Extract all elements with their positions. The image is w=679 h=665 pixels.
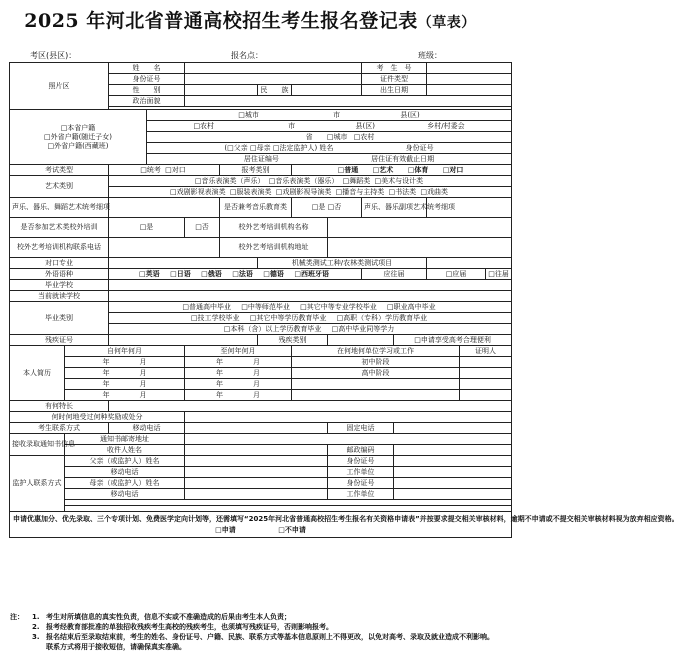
cb-city[interactable]: □城市: [238, 110, 259, 119]
cb-other-secondary[interactable]: □其它中等学历教育毕业: [249, 313, 327, 322]
field-mother[interactable]: [185, 478, 328, 489]
cb-directing[interactable]: □戏剧影视导演类: [275, 187, 332, 196]
resume-start-4[interactable]: 年 月: [65, 390, 185, 401]
label-cert-type: 证件类型: [362, 74, 427, 85]
registration-form: [9, 62, 679, 538]
label-vocal-detail: 声乐、器乐、舞蹈艺术统考细项: [10, 198, 109, 218]
field-disability-type[interactable]: [328, 335, 394, 346]
cb-vocational-exam[interactable]: □对口: [165, 165, 186, 174]
cb-rural[interactable]: □农村: [193, 121, 215, 130]
cb-normal-school[interactable]: □中等师范毕业: [241, 302, 290, 311]
label-contact: 考生联系方式: [10, 423, 109, 434]
resume-end-3[interactable]: 年 月: [185, 379, 292, 390]
label-grad-school: 毕业学校: [10, 280, 109, 291]
grad-row-1: [109, 302, 512, 313]
language-options: [109, 269, 362, 280]
policy-text: 申请优惠加分、优先录取、三个专项计划、免费医学定向计划等，还需填写“2025年河北省普通高校招生考生报名有关资格申请表”并按要求提交相关审核材料，逾期不申请或不提交相关审核材料视为放弃相应资格。: [13, 515, 679, 523]
field-politics[interactable]: [185, 96, 512, 107]
label-language: 外语语种: [10, 269, 109, 280]
cb-german[interactable]: □德语: [263, 269, 284, 278]
resume-end-header: 至何年何月: [185, 346, 292, 357]
label-father-mobile: 移动电话: [65, 467, 185, 478]
field-grad-school[interactable]: [109, 280, 512, 291]
cb-russian[interactable]: □俄语: [201, 269, 222, 278]
district-label: 考区(县区)：: [30, 51, 77, 60]
label-notice: 接收录取通知书信息: [10, 434, 65, 456]
field-ethnicity[interactable]: [292, 85, 362, 96]
field-birth[interactable]: [427, 85, 512, 96]
household-row-residence: [147, 154, 512, 165]
resume-end-1[interactable]: 年 月: [185, 357, 292, 368]
photo-area[interactable]: 照片区: [10, 63, 109, 110]
training-no[interactable]: □否: [185, 218, 220, 238]
label-training-name: 校外艺考培训机构名称: [220, 218, 328, 238]
city-label-2: 市: [288, 121, 296, 130]
field-name[interactable]: [185, 63, 362, 74]
cb-general[interactable]: □普通: [337, 165, 359, 174]
label-resume: 本人简历: [10, 346, 65, 401]
label-music-edu: 是否兼考音乐教育类: [220, 198, 292, 218]
policy-box: [10, 512, 679, 538]
label-father-unit: 工作单位: [328, 467, 394, 478]
resume-witness-2[interactable]: [460, 368, 512, 379]
field-father-mobile[interactable]: [185, 467, 328, 478]
resume-witness-3[interactable]: [460, 379, 512, 390]
label-test-item: 机械类测试工种/农林类测试项目: [258, 258, 427, 269]
field-father-unit[interactable]: [394, 467, 512, 478]
county-label: 县(区): [400, 110, 420, 119]
field-zip[interactable]: [394, 445, 512, 456]
label-art-category: 艺术类别: [10, 176, 109, 198]
field-mother-id[interactable]: [394, 478, 512, 489]
note-2: 2. 报考经教育部批准的单独招收残疾考生高校的残疾考生，也须填写残疾证号，否则影响报考。: [32, 623, 333, 631]
cb-calligraphy[interactable]: □书法类: [388, 187, 417, 196]
field-exam-no[interactable]: [427, 63, 512, 74]
resume-end-4[interactable]: 年 月: [185, 390, 292, 401]
resume-place-2[interactable]: 高中阶段: [292, 368, 460, 379]
label-father: 父亲（或监护人）姓名: [65, 456, 185, 467]
art-row-1: [109, 176, 512, 187]
cb-accommodation[interactable]: □申请享受高考合理便利: [394, 335, 512, 346]
cb-opera[interactable]: □戏曲类: [420, 187, 448, 196]
field-cert-type[interactable]: [427, 74, 512, 85]
household-local[interactable]: □本省户籍: [60, 123, 96, 132]
field-current-school[interactable]: [109, 291, 512, 302]
cb-music-edu-no[interactable]: □否: [327, 203, 342, 211]
cb-high-school[interactable]: □普通高中毕业: [182, 302, 232, 311]
household-migrant[interactable]: □外省户籍(随迁子女): [43, 132, 113, 141]
grad-row-2: [109, 313, 512, 324]
label-birth: 出生日期: [362, 85, 427, 96]
cb-equivalent[interactable]: □高中毕业同等学力: [331, 324, 395, 333]
residence-no-label: 居住证编号: [243, 154, 279, 163]
field-test-item[interactable]: [427, 258, 512, 269]
resume-witness-1[interactable]: [460, 357, 512, 368]
resume-start-header: 自何年何月: [65, 346, 185, 357]
cb-spanish[interactable]: □西班牙语: [294, 269, 329, 278]
notes-section: [10, 612, 494, 652]
exam-type-options: [109, 165, 220, 176]
field-fixed[interactable]: [394, 423, 512, 434]
resume-end-2[interactable]: 年 月: [185, 368, 292, 379]
cb-vocational[interactable]: □对口: [442, 165, 464, 174]
training-yes[interactable]: □是: [109, 218, 185, 238]
label-graduation-year: 应往届: [362, 269, 427, 280]
label-current-school: 当前就读学校: [10, 291, 109, 302]
cb-art[interactable]: □艺术: [372, 165, 394, 174]
cb-bachelor[interactable]: □本科（含）以上学历教育毕业: [223, 324, 322, 333]
site-label: 报名点：: [231, 51, 263, 60]
music-edu-options: [292, 198, 362, 218]
household-type: [10, 110, 147, 165]
field-mobile[interactable]: [185, 423, 328, 434]
cb-sports[interactable]: □体育: [407, 165, 429, 174]
cb-father[interactable]: (□父亲: [224, 143, 248, 152]
field-major[interactable]: [109, 258, 258, 269]
resume-start-2[interactable]: 年 月: [65, 368, 185, 379]
notes-head: 注：: [10, 613, 24, 621]
field-gender[interactable]: [185, 85, 258, 96]
report-type-options: [292, 165, 512, 176]
title-text: 2025 年河北省普通高校招生考生报名登记表: [24, 10, 418, 32]
resume-start-3[interactable]: 年 月: [65, 379, 185, 390]
label-fixed: 固定电话: [328, 423, 394, 434]
label-ethnicity: 民 族: [258, 85, 292, 96]
field-mother-unit[interactable]: [394, 489, 512, 500]
county-label-2: 县(区): [355, 121, 375, 130]
cb-vocal[interactable]: □音乐表演类（声乐）: [194, 176, 265, 185]
field-notice-addr[interactable]: [185, 434, 512, 445]
household-tibet[interactable]: □外省户籍(西藏班): [47, 141, 109, 150]
cb-instrumental[interactable]: □音乐表演类（器乐）: [268, 176, 339, 185]
field-father[interactable]: [185, 456, 328, 467]
label-mobile: 移动电话: [109, 423, 185, 434]
field-mother-mobile[interactable]: [185, 489, 328, 500]
field-receiver[interactable]: [185, 445, 328, 456]
cb-policy-apply[interactable]: □申请: [215, 526, 236, 534]
label-mother-id: 身份证号: [328, 478, 394, 489]
household-row-city: [147, 110, 512, 121]
resume-witness-header: 证明人: [460, 346, 512, 357]
label-major: 对口专业: [10, 258, 109, 269]
label-guardian-contact: 监护人联系方式: [10, 456, 65, 512]
label-training-addr: 校外艺考培训机构地址: [220, 238, 328, 258]
label-politics: 政治面貌: [109, 96, 185, 107]
cb-guardian[interactable]: □法定监护人) 姓名: [272, 143, 334, 152]
cb-fresh[interactable]: □应届: [427, 269, 486, 280]
cb-unified-exam[interactable]: □统考: [140, 165, 161, 174]
art-row-2: [109, 187, 512, 198]
resume-start-1[interactable]: 年 月: [65, 357, 185, 368]
field-award[interactable]: [185, 412, 512, 423]
label-training-phone: 校外艺考培训机构联系电话: [10, 238, 109, 258]
cb-french[interactable]: □法语: [232, 269, 253, 278]
label-training: 是否参加艺术类校外培训: [10, 218, 109, 238]
village-label: 乡村/村委会: [427, 121, 465, 130]
field-training-phone[interactable]: [109, 238, 220, 258]
resume-place-4[interactable]: [292, 390, 460, 401]
label-notice-addr: 通知书邮寄地址: [65, 434, 185, 445]
label-name: 姓 名: [109, 63, 185, 74]
residence-expiry-label: 居住证有效截止日期: [371, 154, 435, 163]
title-subtitle: （草表）: [417, 15, 476, 31]
cb-higher-vocational[interactable]: □高职（专科）学历教育毕业: [336, 313, 428, 322]
class-label: 班级：: [418, 51, 442, 60]
field-disability-cert[interactable]: [109, 335, 258, 346]
cb-technical-school[interactable]: □技工学校毕业: [190, 313, 240, 322]
cb-mother[interactable]: □母亲: [249, 143, 271, 152]
label-father-id: 身份证号: [328, 456, 394, 467]
field-father-id[interactable]: [394, 456, 512, 467]
label-report-type: 报考类别: [220, 165, 292, 176]
city-label: 市: [333, 110, 341, 119]
cb-fashion[interactable]: □服装表演类: [229, 187, 272, 196]
label-vocal-sub: 声乐、器乐副项艺术统考细项: [362, 198, 427, 218]
household-row-province: [147, 132, 512, 143]
resume-witness-4[interactable]: [460, 390, 512, 401]
cb-province-city[interactable]: □城市: [326, 132, 348, 141]
label-talent: 有何特长: [10, 401, 109, 412]
cb-dance[interactable]: □舞蹈类: [342, 176, 371, 185]
label-receiver: 收件人姓名: [65, 445, 185, 456]
label-award: 何时何地受过何种奖励或处分: [10, 412, 185, 423]
label-exam-type: 考试类型: [10, 165, 109, 176]
note-3: 3. 报名结束后至录取结束前，考生的姓名、身份证号、户籍、民族、联系方式等基本信息原则上不得更改，以免对高考、录取及就业造成不利影响。联系方式将用于接收短信，请确保真实准确。: [32, 633, 494, 651]
label-exam-no: 考 生 号: [362, 63, 427, 74]
resume-place-1[interactable]: 初中阶段: [292, 357, 460, 368]
field-id-no[interactable]: [185, 74, 362, 85]
label-disability-cert: 残疾证号: [10, 335, 109, 346]
field-vocal-detail[interactable]: [109, 198, 220, 218]
cb-music-edu-yes[interactable]: □是: [311, 203, 326, 211]
resume-place-3[interactable]: [292, 379, 460, 390]
note-1: 1. 考生对所填信息的真实性负责，信息不实或不准确造成的后果由考生本人负责；: [32, 613, 291, 621]
label-zip: 邮政编码: [328, 445, 394, 456]
household-row-guardian: [147, 143, 512, 154]
cb-secondary-vocational[interactable]: □其它中等专业学校毕业: [300, 302, 377, 311]
label-mother-mobile: 移动电话: [65, 489, 185, 500]
cb-past[interactable]: □往届: [486, 269, 512, 280]
cb-vocational-high[interactable]: □职业高中毕业: [386, 302, 436, 311]
label-mother: 母亲（或监护人）姓名: [65, 478, 185, 489]
province-label: 省: [305, 132, 313, 141]
label-gender: 性 别: [109, 85, 185, 96]
cb-fine-art[interactable]: □美术与设计类: [374, 176, 424, 185]
cb-drama[interactable]: □戏剧影视表演类: [170, 187, 226, 196]
label-grad-type: 毕业类别: [10, 302, 109, 335]
household-row-rural: [147, 121, 512, 132]
cb-province-rural[interactable]: □农村: [353, 132, 375, 141]
cb-english[interactable]: □英语: [139, 269, 160, 278]
label-disability-type: 残疾类别: [258, 335, 328, 346]
grad-row-3: [109, 324, 512, 335]
label-id-no: 身份证号: [109, 74, 185, 85]
cb-japanese[interactable]: □日语: [170, 269, 191, 278]
guardian-id-label: 身份证号: [405, 143, 434, 152]
field-talent[interactable]: [109, 401, 512, 412]
cb-broadcast[interactable]: □播音与主持类: [335, 187, 385, 196]
field-training-name[interactable]: [328, 218, 512, 238]
resume-place-header: 在何地何单位学习或工作: [292, 346, 460, 357]
cb-policy-noapply[interactable]: □不申请: [278, 526, 306, 534]
page-title: [0, 6, 500, 33]
field-training-addr[interactable]: [328, 238, 512, 258]
label-mother-unit: 工作单位: [328, 489, 394, 500]
policy-options: [13, 525, 508, 535]
